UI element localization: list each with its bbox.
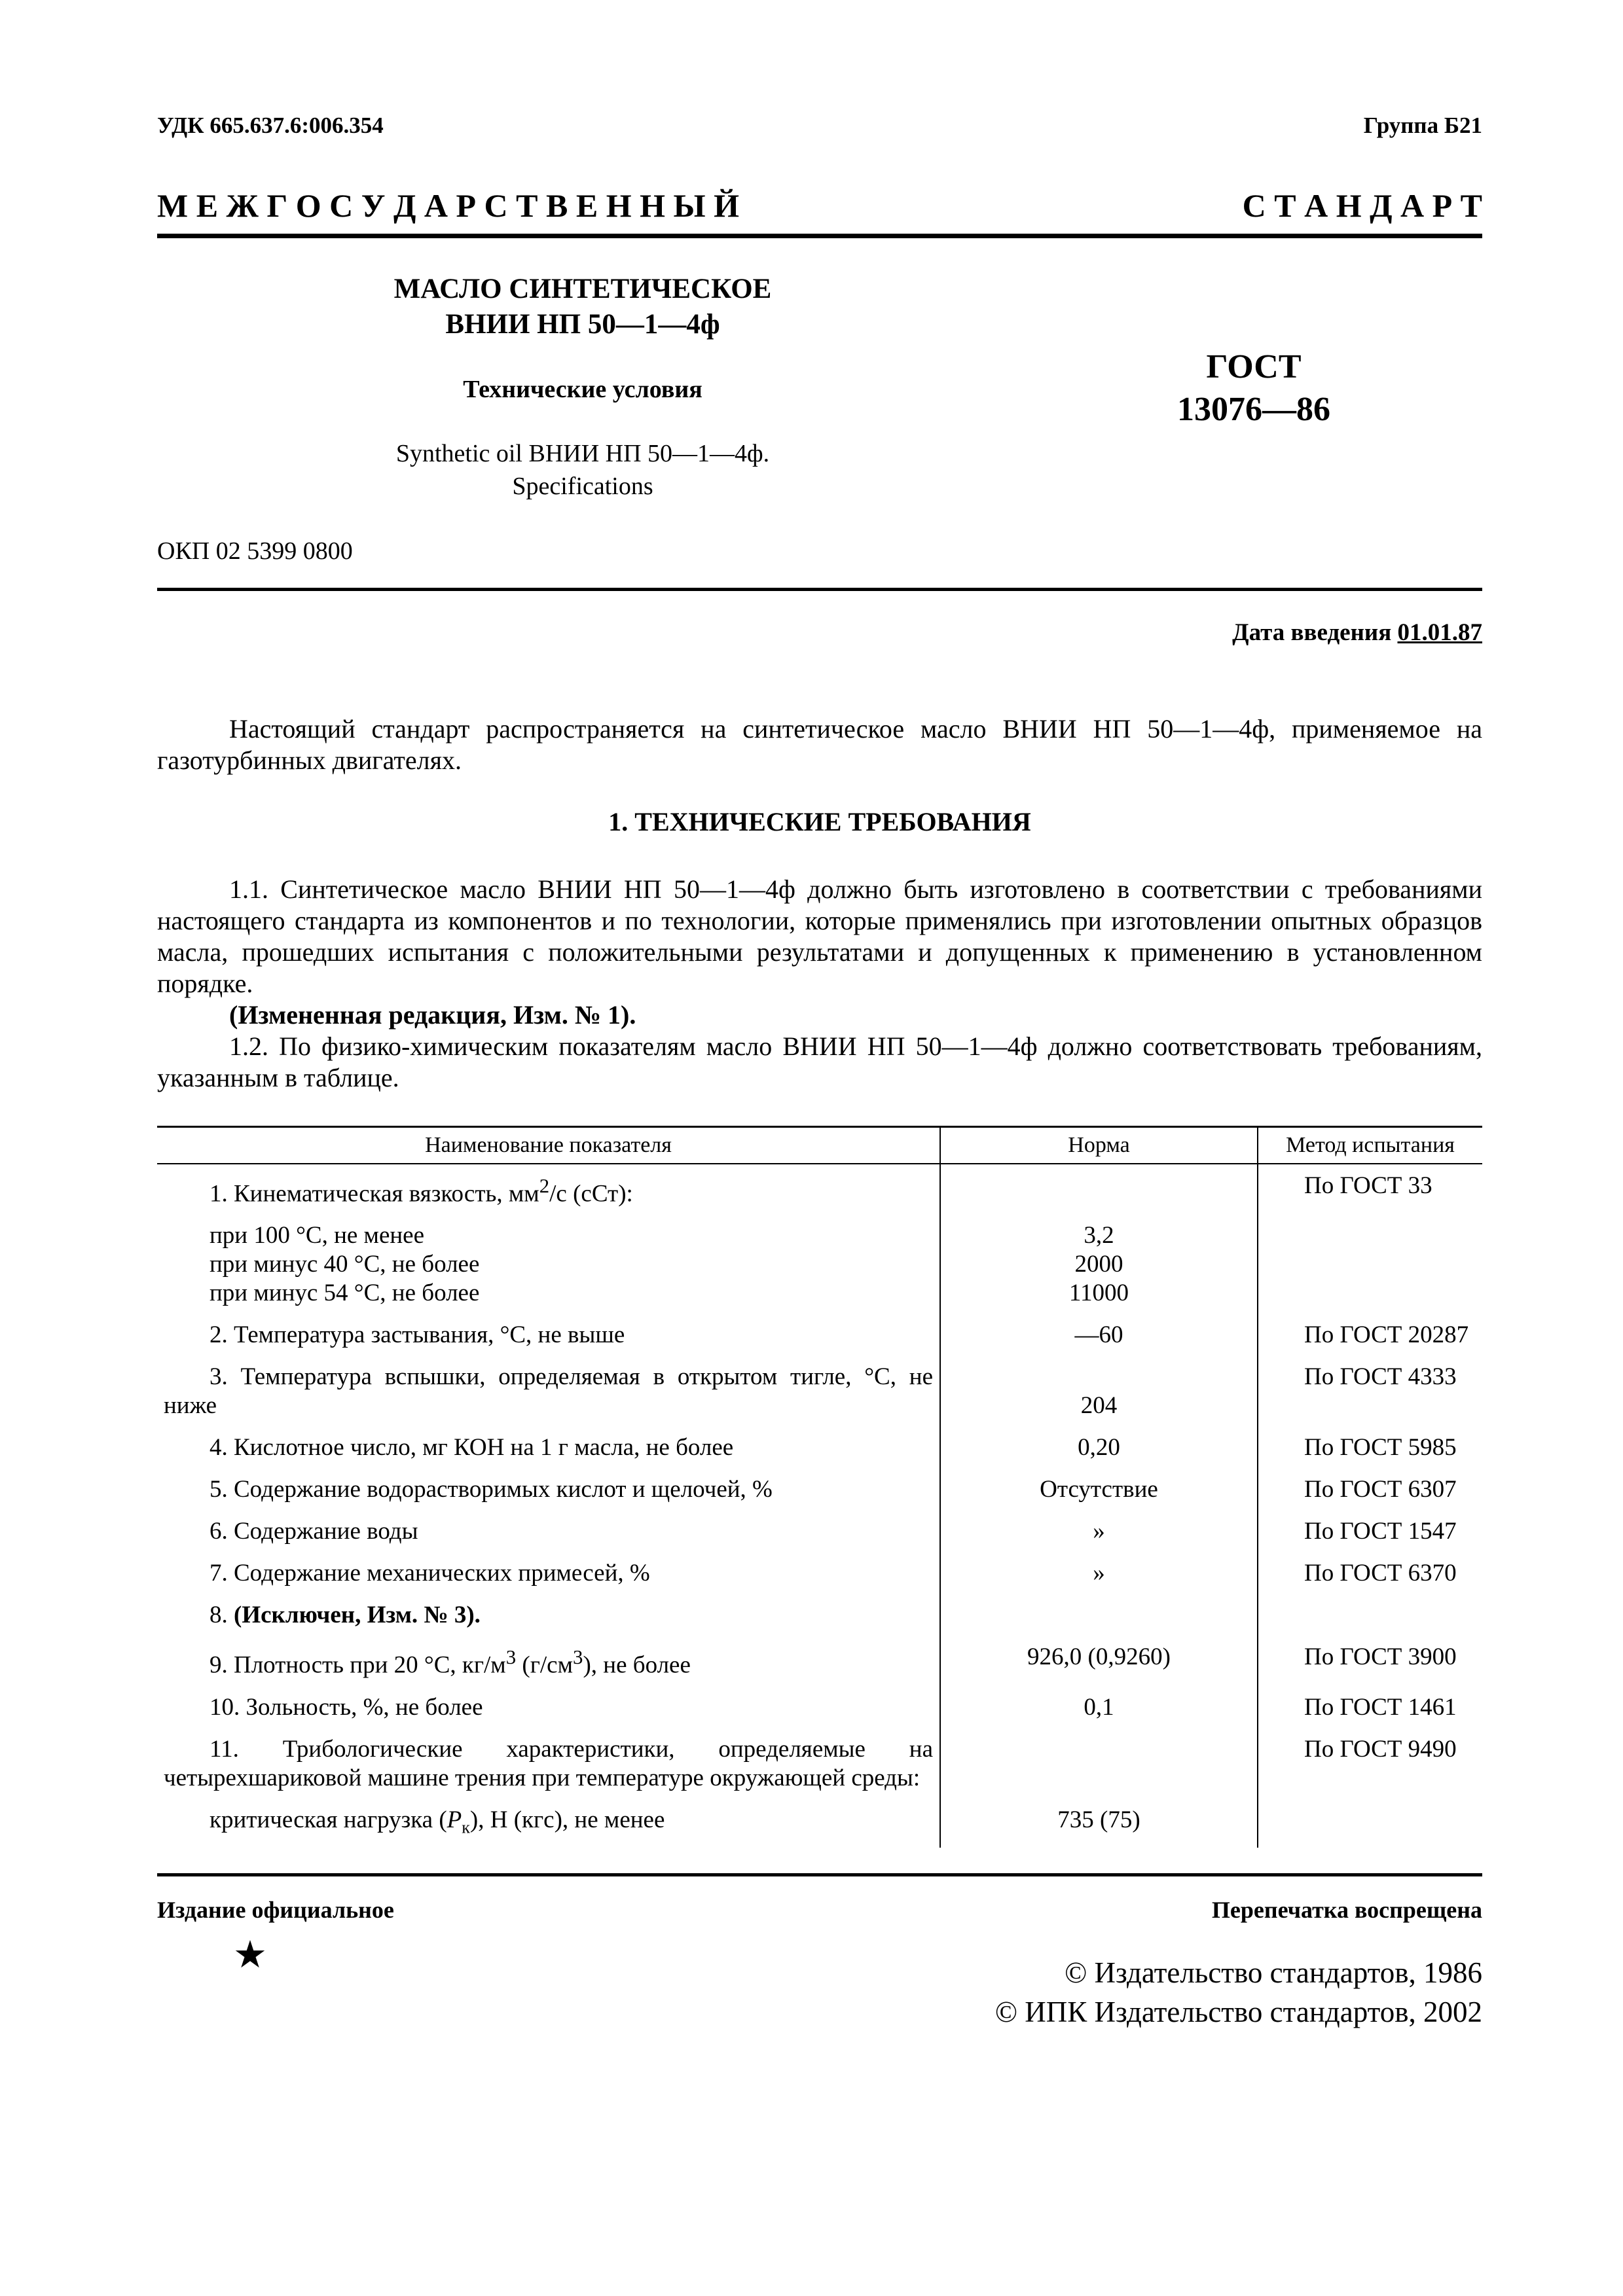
header-indicator: Наименование показателя (157, 1127, 940, 1164)
table-row: 7. Содержание механических примесей, % » По ГОСТ 6370 (157, 1552, 1482, 1594)
document-subtitle: Технические условия (463, 376, 702, 403)
clause-1-1-note: (Измененная редакция, Изм. № 1). (229, 1000, 636, 1030)
introduction-date (1232, 619, 1482, 647)
official-edition: Издание официальное (157, 1897, 394, 1923)
reprint-prohibited: Перепечатка воспрещена (1211, 1897, 1482, 1923)
table-header-row (157, 1127, 1482, 1164)
standard-banner (157, 187, 1482, 224)
gost-label: ГОСТ (1206, 348, 1302, 386)
row-1-norm (940, 1164, 1258, 1214)
udk-code: УДК 665.637.6:006.354 (157, 113, 384, 138)
star-icon: ★ (233, 1933, 267, 1976)
row-1-subitems: при 100 °С, не менее при минус 40 °С, не более при минус 54 °С, не более (210, 1222, 480, 1307)
introduction-date-value: 01.01.87 (1397, 619, 1482, 646)
okp-code: ОКП 02 5399 0800 (157, 537, 353, 565)
section-heading: 1. ТЕХНИЧЕСКИЕ ТРЕБОВАНИЯ (608, 807, 1031, 836)
copyright-2002: © ИПК Издательство стандартов, 2002 (994, 1996, 1482, 2028)
row-1-method: По ГОСТ 33 (1258, 1164, 1482, 1214)
table-row: 9. Плотность при 20 °С, $кг/м^3$ $(г/см^3)$, не более 926,0 (0,9260) По ГОСТ 3900 (157, 1636, 1482, 1685)
table-row: 4. Кислотное число, мг КОН на 1 г масла, не более 0,20 По ГОСТ 5985 (157, 1426, 1482, 1468)
scope-paragraph (157, 713, 1482, 776)
header-method: Метод испытания (1258, 1127, 1482, 1164)
english-title (314, 437, 851, 503)
table-row: 2. Температура застывания, °С, не выше —60 По ГОСТ 20287 (157, 1314, 1482, 1355)
gost-designation (1136, 346, 1372, 431)
clause-1-2: 1.2. По физико-химическим показателям масло ВНИИ НП 50—1—4ф должно соответствовать требованиям, указанным в таблице. (157, 1031, 1482, 1092)
title-line-2: ВНИИ НП 50—1—4ф (445, 309, 720, 340)
header-norm: Норма (940, 1127, 1258, 1164)
document-title (314, 272, 851, 342)
english-title-line-1: Synthetic oil ВНИИ НП 50—1—4ф. (395, 440, 770, 467)
table-row (157, 1594, 1482, 1636)
gost-number: 13076—86 (1177, 391, 1330, 428)
row-1-subvalues: 3,2 2000 11000 (940, 1214, 1258, 1314)
title-line-1: МАСЛО СИНТЕТИЧЕСКОЕ (393, 274, 772, 304)
row-1-name: 1. Кинематическая вязкость, $мм^2/с$ (сСт): (210, 1175, 633, 1208)
english-title-line-2: Specifications (512, 473, 653, 500)
specification-table (157, 1126, 1482, 1848)
banner-interstate: М Е Ж Г О С У Д А Р С Т В Е Н Н Ы Й (157, 187, 739, 224)
table-row (157, 1164, 1482, 1214)
scope-text: Настоящий стандарт распространяется на синтетическое масло ВНИИ НП 50—1—4ф, применяемое на газотурбинных двигателях. (157, 714, 1482, 775)
table-row: 10. Зольность, %, не более 0,1 По ГОСТ 1461 (157, 1686, 1482, 1728)
table-row: 5. Содержание водорастворимых кислот и щелочей, % Отсутствие По ГОСТ 6307 (157, 1468, 1482, 1510)
requirements-text (157, 874, 1482, 1094)
footer-rule (157, 1873, 1482, 1876)
title-rule (157, 588, 1482, 591)
table-row: 11. Трибологические характеристики, определяемые на четырехшариковой машине трения при температуре окружающей среды: По ГОСТ 9490 (157, 1728, 1482, 1799)
table-row (157, 1214, 1482, 1314)
header-rule (157, 234, 1482, 238)
copyright-1986: © Издательство стандартов, 1986 (1065, 1956, 1482, 1989)
table-row: критическая нагрузка $(P_к)$, Н (кгс), не менее 735 (75) (157, 1799, 1482, 1848)
banner-standard: С Т А Н Д А Р Т (1242, 187, 1482, 224)
group-code: Группа Б21 (1363, 113, 1482, 138)
clause-1-1: 1.1. Синтетическое масло ВНИИ НП 50—1—4ф должно быть изготовлено в соответствии с требованиями настоящего стандарта из компонентов и по технологии, которые применялись при изготовлении опытных образцов масла, прошедших испытания с положительными результатами и допущенных к применению в установленном порядке. (157, 874, 1482, 998)
introduction-date-label: Дата введения (1232, 619, 1392, 646)
table-row: 6. Содержание воды » По ГОСТ 1547 (157, 1510, 1482, 1552)
row-8-excluded: 8. (Исключен, Изм. № 3). (210, 1602, 481, 1629)
table-row: 3. Температура вспышки, определяемая в открытом тигле, °С, не ниже 204 По ГОСТ 4333 (157, 1355, 1482, 1426)
